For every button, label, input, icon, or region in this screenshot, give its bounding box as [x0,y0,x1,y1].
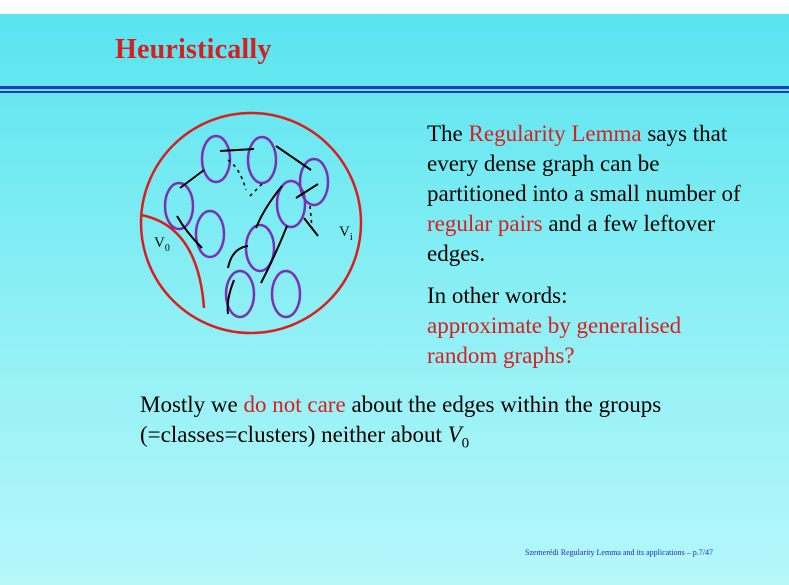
cluster-ellipse [248,137,276,183]
slide-footer: Szemerédi Regularity Lemma and its applications – p.7/47 [525,548,713,557]
partition-diagram [136,108,366,338]
cluster-edge [180,170,204,188]
cluster-edge [261,226,287,283]
v0-region-boundary [141,215,204,308]
highlight-approximate: approximate by generalised random graphs? [427,313,682,368]
cluster-edge [228,280,234,314]
highlight-do-not-care: do not care [243,392,346,417]
cluster-edge [276,146,311,170]
in-other-words-paragraph: In other words: approximate by generalised random graphs? [427,283,682,368]
title-rule-bottom [0,91,789,93]
highlight-regular-pairs: regular pairs [427,211,543,236]
title-rule-top [0,86,789,89]
top-bar [0,0,789,14]
cluster-ellipse [202,136,230,182]
mostly-paragraph: Mostly we do not care about the edges within the groups (=classes=clusters) neither about $V_0$ [140,392,662,452]
label-vi: $V_i$ [339,224,353,243]
highlight-regularity-lemma: Regularity Lemma [468,121,642,146]
cluster-edge-dashed [248,184,262,198]
cluster-ellipse [272,271,300,317]
cluster-ellipse [165,183,193,229]
regularity-lemma-paragraph: The Regularity Lemma says that every dense graph can be partitioned into a small number of regular pairs and a few leftover edges. [427,121,741,266]
slide-title: Heuristically [115,34,272,65]
label-v0: $V_0$ [154,235,170,254]
math-v0: $V_0$ [447,422,470,452]
cluster-ellipse [196,211,224,257]
